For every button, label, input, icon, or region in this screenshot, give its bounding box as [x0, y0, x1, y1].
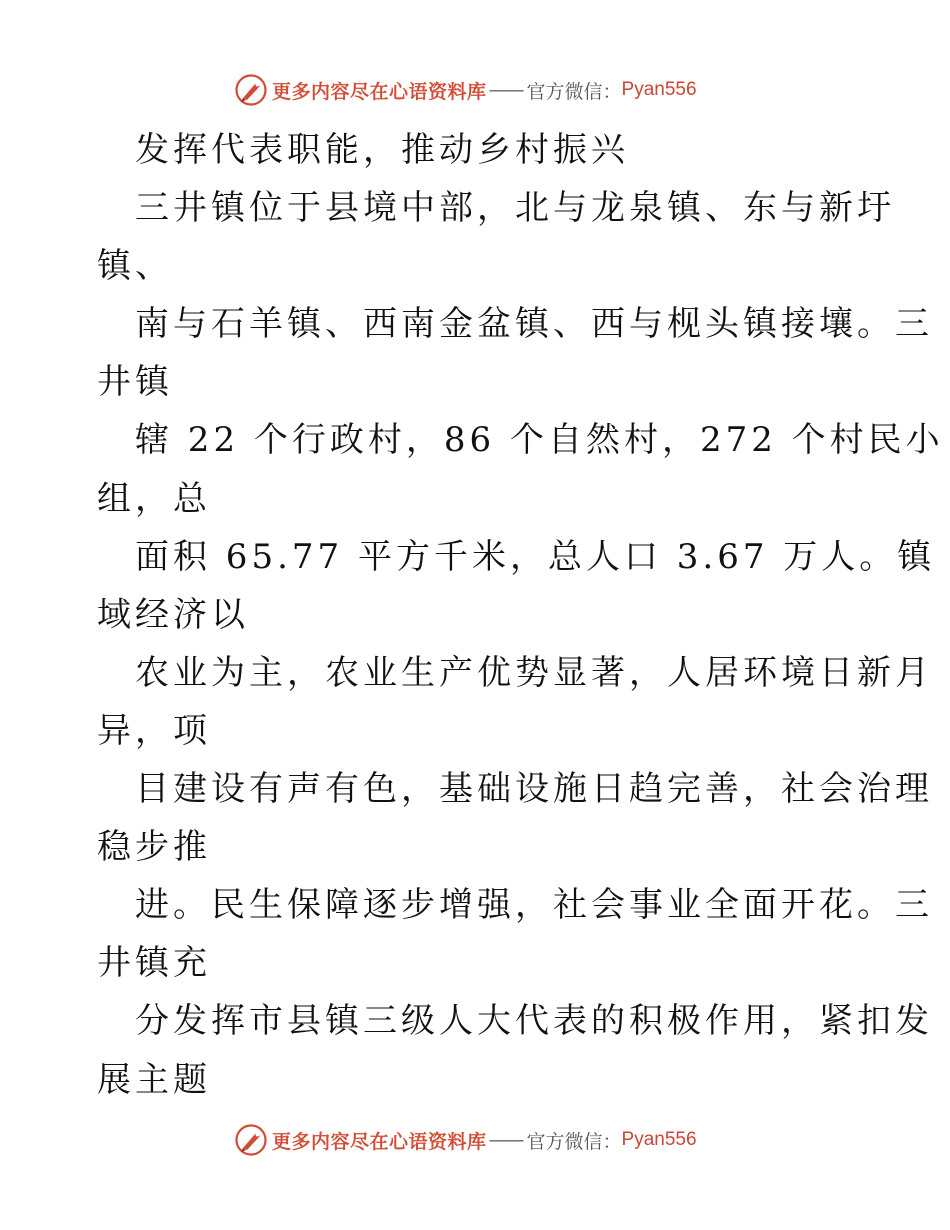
text-line: 域经济以 — [97, 594, 249, 635]
text-line: 面积 65.77 平方千米，总人口 3.67 万人。镇 — [135, 536, 936, 577]
text-line: 进。民生保障逐步增强，社会事业全面开花。三 — [135, 885, 933, 926]
banner-dash: —— — [488, 1129, 523, 1151]
quill-circle-icon — [234, 1123, 268, 1157]
banner-dash: —— — [488, 79, 523, 101]
banner-slogan: 更多内容尽在心语资料库 — [272, 80, 487, 103]
footer-watermark-banner — [234, 1123, 697, 1157]
text-line: 辖 22 个行政村，86 个自然村，272 个村民小 — [135, 420, 944, 461]
text-line: 稳步推 — [97, 827, 211, 868]
document-body — [97, 121, 944, 1109]
text-line: 发挥代表职能，推动乡村振兴 — [135, 130, 629, 170]
text-line: 三井镇位于县境中部，北与龙泉镇、东与新圩 — [135, 188, 895, 229]
text-line: 分发挥市县镇三级人大代表的积极作用，紧扣发 — [135, 1001, 933, 1042]
banner-wechat-label: 官方微信： — [526, 1130, 622, 1153]
text-line: 异，项 — [97, 710, 211, 751]
banner-wechat-label: 官方微信： — [526, 80, 622, 103]
text-line: 目建设有声有色，基础设施日趋完善，社会治理 — [135, 769, 933, 810]
header-watermark-banner — [234, 73, 697, 107]
text-line: 井镇 — [97, 362, 173, 403]
text-line: 农业为主，农业生产优势显著，人居环境日新月 — [135, 652, 933, 693]
quill-circle-icon — [234, 73, 268, 107]
banner-slogan: 更多内容尽在心语资料库 — [272, 1130, 487, 1153]
text-line: 展主题 — [97, 1059, 211, 1100]
text-line: 井镇充 — [97, 943, 211, 984]
text-line: 南与石羊镇、西南金盆镇、西与枧头镇接壤。三 — [135, 304, 933, 345]
text-line: 组，总 — [97, 478, 211, 519]
banner-wechat-id: Pyan556 — [621, 1129, 697, 1150]
banner-wechat-id: Pyan556 — [621, 79, 697, 100]
text-line: 镇、 — [97, 246, 173, 287]
